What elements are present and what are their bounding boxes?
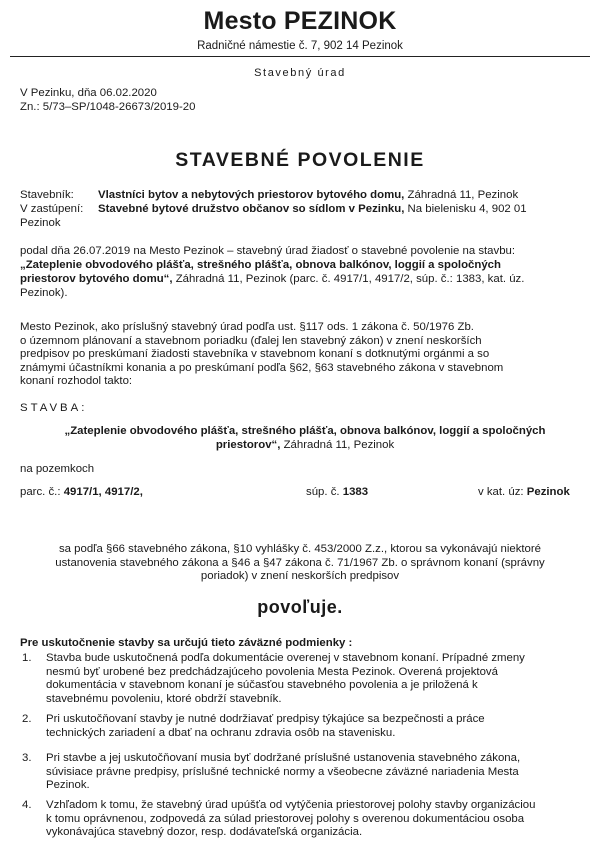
condition-number: 1. [22, 652, 32, 664]
condition-line: technických zariadení a dbať na ochranu zdravia osôb na stavenisku. [46, 726, 396, 739]
builder-address: Záhradná 11, Pezinok [407, 189, 519, 201]
place-date: V Pezinku, dňa 06.02.2020 [20, 87, 157, 99]
authority-line: Mesto Pezinok, ako príslušný stavebný úrad podľa ust. §117 ods. 1 zákona č. 50/1976 Zb. [20, 321, 474, 333]
condition-line: nesmú byť urobené bez predchádzajúceho povolenia Mesta Pezinok. Overená projektová [46, 665, 498, 678]
authority-line: konaní rozhodol takto: [20, 375, 133, 388]
condition-number: 2. [22, 713, 32, 725]
condition-line: Pezinok. [46, 779, 90, 792]
project-location: Záhradná 11, Pezinok (parc. č. 4917/1, 4917/2, súp. č.: 1383, kat. úz. [175, 273, 525, 285]
authority-line: o územnom plánovaní a stavebnom poriadku (ďalej len stavebný zákon) v znení neskorších [20, 334, 482, 347]
document-meta [20, 87, 195, 114]
stavba-label: STAVBA: [20, 402, 88, 414]
legal-basis-line: poriadok) v znení neskorších predpisov [200, 570, 400, 583]
office-name: Stavebný úrad [254, 67, 346, 79]
representative-label: V zastúpení: [20, 203, 84, 215]
authority-line: predpisov po preskúmaní žiadosti stavebníka v stavebnom konaní s dotknutými orgánmi a so [20, 348, 490, 361]
stavba-name-line1: „Zateplenie obvodového plášťa, strešného plášťa, obnova balkónov, loggií a spoločných [64, 425, 546, 437]
cadastral-value: Pezinok [526, 486, 570, 498]
condition-line: k tomu oprávnenou, zodpovedá za súlad priestorovej polohy s overenou dokumentáciou osoba [46, 812, 525, 825]
condition-text [46, 713, 582, 740]
legal-basis-line: sa podľa §66 stavebného zákona, §10 vyhlášky č. 453/2000 Z.z., ktorou sa vykonávajú niektoré [58, 543, 542, 555]
builder-line [20, 189, 582, 203]
stavba-name-end: priestorov“, [215, 438, 281, 451]
representative-line [20, 203, 582, 217]
cadastral-area [478, 486, 570, 500]
parcel-info [20, 486, 580, 500]
cadastral-label: v kat. úz: [478, 486, 524, 498]
condition-number: 4. [22, 799, 32, 811]
legal-basis [50, 543, 550, 584]
parcel-label: parc. č.: [20, 486, 61, 498]
builder-label: Stavebník: [20, 189, 74, 201]
authority-line: známymi účastníkmi konania a po preskúmaní podľa §62, §63 stavebného zákona v stavebnom [20, 361, 504, 374]
condition-line: Pri stavbe a jej uskutočňovaní musia byť dodržané príslušné ustanovenia stavebného zákona, [46, 752, 521, 764]
condition-line: Pri uskutočňovaní stavby je nutné dodržiavať predpisy týkajúce sa bezpečnosti a práce [46, 713, 485, 725]
condition-text [46, 652, 582, 706]
application-line: podal dňa 26.07.2019 na Mesto Pezinok – stavebný úrad žiadosť o stavebné povolenie na stavbu: [20, 245, 516, 257]
condition-text [46, 752, 582, 793]
representative-name: Stavebné bytové družstvo občanov so sídlom v Pezinku, [98, 203, 405, 215]
condition-line: vykonávajúca stavebný dozor, resp. dodávateľská organizácia. [46, 826, 363, 839]
header-divider [10, 56, 590, 57]
condition-line: dokumentácia v stavebnom konaní je súčasťou stavebného povolenia a je priložená k [46, 679, 478, 692]
land-label: na pozemkoch [20, 463, 95, 475]
supisne-cislo [306, 486, 368, 500]
authority-paragraph [20, 321, 582, 389]
stavba-name-line2 [30, 439, 580, 453]
sup-value: 1383 [342, 486, 369, 498]
project-name-line1: „Zateplenie obvodového plášťa, strešného plášťa, obnova balkónov, loggií a spoločných [20, 259, 501, 271]
builder-name: Vlastníci bytov a nebytových priestorov bytového domu, [98, 189, 405, 201]
city-address: Radničné námestie č. 7, 902 14 Pezinok [197, 40, 403, 52]
legal-basis-line: ustanovenia stavebného zákona a §46 a §47 zákona č. 71/1967 Zb. o správnom konaní (správny [55, 556, 545, 569]
sup-label: súp. č. [306, 486, 340, 498]
city-name: Mesto PEZINOK [203, 7, 397, 35]
parcel-number [20, 486, 143, 500]
project-name-end: priestorov bytového domu“, [20, 273, 173, 285]
conditions-heading: Pre uskutočnenie stavby sa určujú tieto záväzné podmienky : [20, 637, 353, 649]
verdict: povoľuje. [257, 597, 343, 617]
stavba-name [30, 425, 580, 452]
condition-line: súvisiace právne predpisy, príslušné technické normy a všeobecne záväzné nariadenia Mesta [46, 765, 519, 778]
reference-number: Zn.: 5/73–SP/1048-26673/2019-20 [20, 100, 196, 113]
condition-line: Vzhľadom k tomu, že stavebný úrad upúšťa od vytýčenia priestorovej polohy stavby organizáciou [46, 799, 536, 811]
parcel-value: 4917/1, 4917/2, [63, 486, 143, 498]
condition-line: Stavba bude uskutočnená podľa dokumentácie overenej v stavebnom konaní. Prípadné zmeny [46, 652, 525, 664]
document-title: STAVEBNÉ POVOLENIE [175, 149, 425, 171]
project-name-line2 [20, 273, 582, 287]
project-cadastre: Pezinok). [20, 287, 68, 299]
representative-address: Na bielenisku 4, 902 01 [407, 203, 527, 215]
stavba-location: Záhradná 11, Pezinok [283, 438, 395, 451]
condition-text [46, 799, 582, 840]
condition-line: stavebnému povoleniu, ktoré obdrží stavebník. [46, 692, 282, 705]
condition-number: 3. [22, 752, 32, 764]
representative-city: Pezinok [20, 217, 61, 229]
